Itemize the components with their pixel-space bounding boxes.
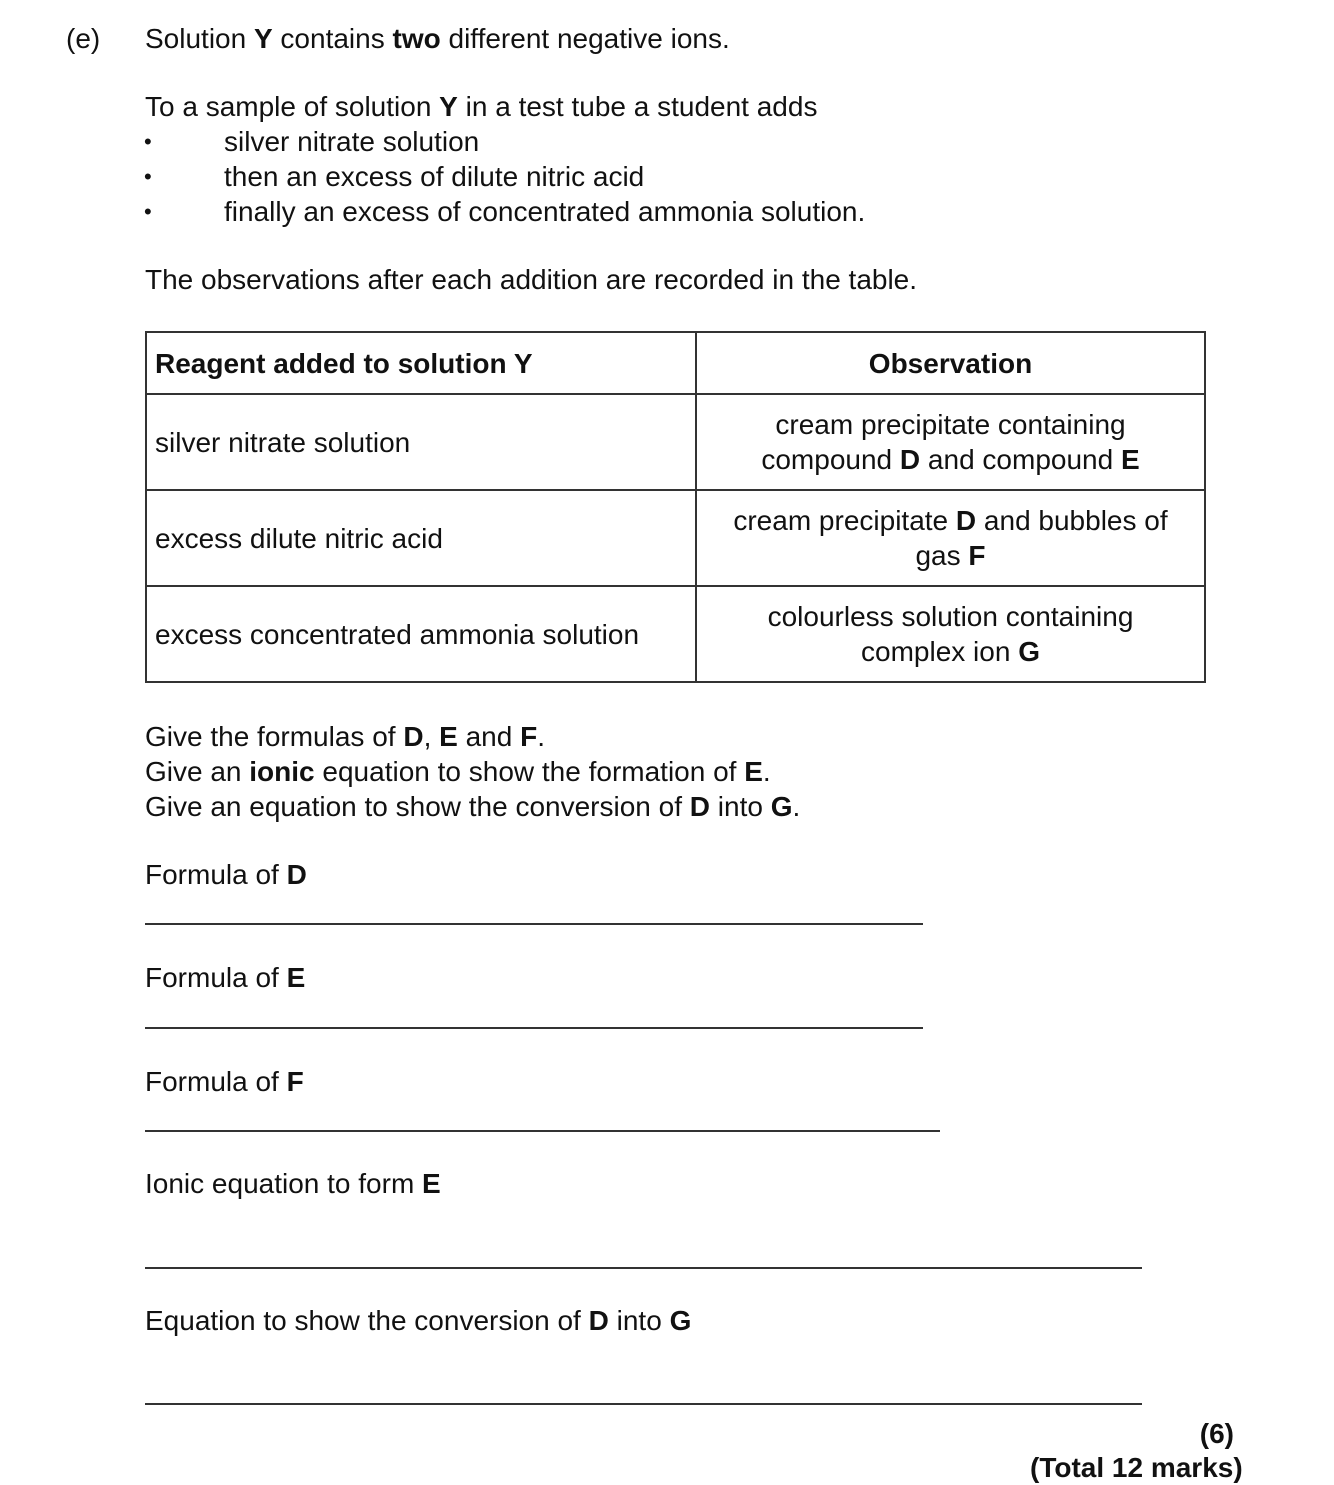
table-row [146,490,1205,586]
table-cell-observation: colourless solution containing complex ion G [696,586,1205,682]
conversion-equation-label: Equation to show the conversion of D into G [145,1305,692,1336]
formula-e-label: Formula of E [145,962,306,993]
table-row [146,586,1205,682]
conversion-equation-answer-line[interactable] [145,1403,1142,1405]
table-cell-observation: cream precipitate D and bubbles of gas F [696,490,1205,586]
observation-table [145,331,1206,683]
instruction-line: Give an equation to show the conversion of D into G. [145,791,801,822]
instruction-line: Give an ionic equation to show the formation of E. [145,756,771,787]
procedure-text: To a sample of solution Y in a test tube a student adds [145,91,818,122]
bullet-marker: • [144,164,152,189]
observations-intro: The observations after each addition are recorded in the table. [145,264,918,295]
question-label: (e) [66,23,101,54]
table-cell-reagent: silver nitrate solution [146,394,696,490]
table-header-observation: Observation [696,332,1205,394]
formula-e-answer-line[interactable] [145,1027,923,1029]
table-cell-reagent: excess concentrated ammonia solution [146,586,696,682]
ionic-equation-label: Ionic equation to form E [145,1168,441,1199]
table-header-reagent: Reagent added to solution Y [146,332,696,394]
formula-d-label: Formula of D [145,859,307,890]
bullet-marker: • [144,129,152,154]
table-cell-reagent: excess dilute nitric acid [146,490,696,586]
bullet-item: silver nitrate solution [224,126,480,157]
ionic-equation-answer-line[interactable] [145,1267,1142,1269]
intro-text: Solution Y contains two different negative ions. [145,23,730,54]
bullet-marker: • [144,199,152,224]
table-cell-observation: cream precipitate containing compound D and compound E [696,394,1205,490]
marks-label: (6) [1199,1418,1234,1449]
table-row [146,394,1205,490]
bullet-item: finally an excess of concentrated ammonia solution. [224,196,866,227]
total-marks-label: (Total 12 marks) [1030,1452,1243,1483]
bullet-item: then an excess of dilute nitric acid [224,161,645,192]
formula-f-label: Formula of F [145,1066,304,1097]
formula-d-answer-line[interactable] [145,923,923,925]
formula-f-answer-line[interactable] [145,1130,940,1132]
instruction-line: Give the formulas of D, E and F. [145,721,545,752]
table-header-row [146,332,1205,394]
